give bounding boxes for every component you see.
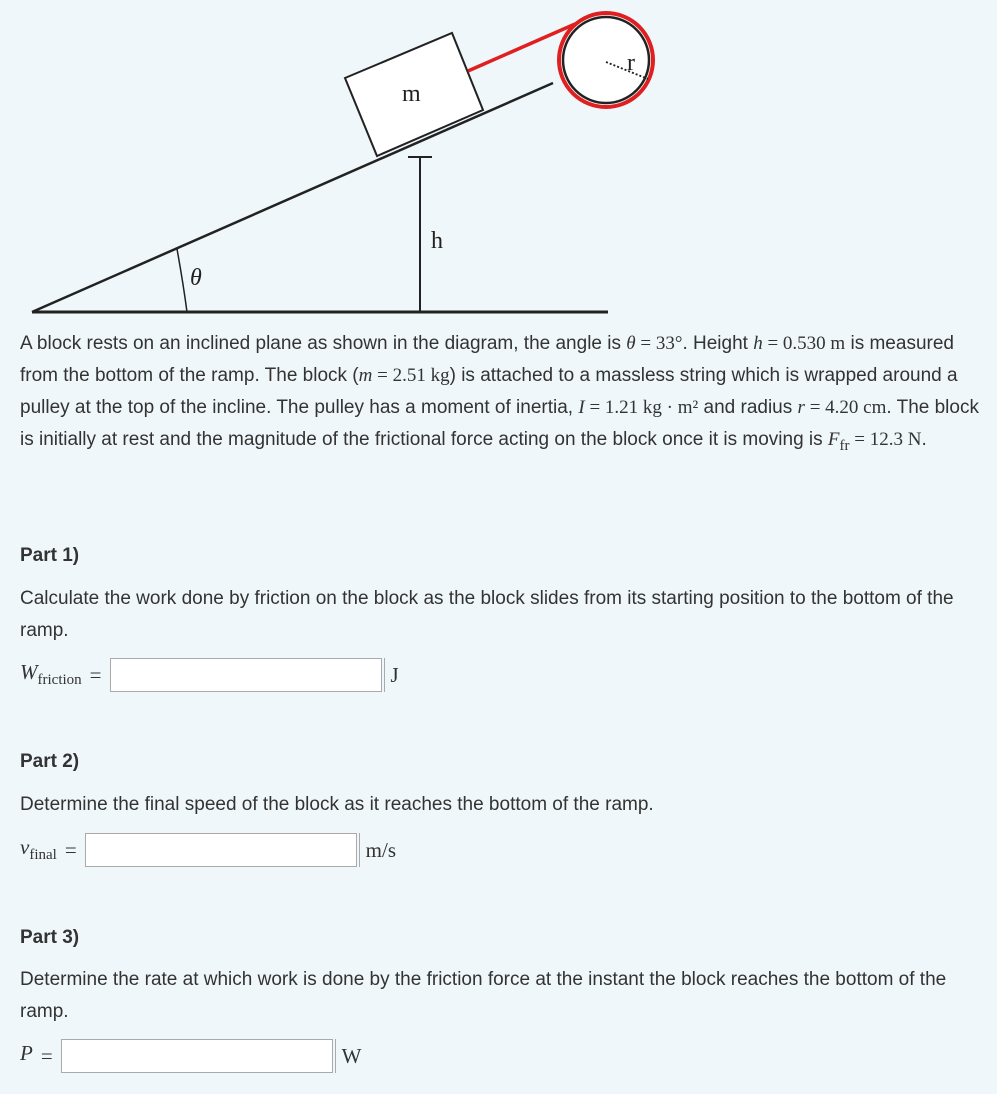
part-3-variable: P (20, 1041, 33, 1066)
part-3-question: Determine the rate at which work is done by the friction force at the instant the block reaches the bottom of the ramp. (20, 969, 947, 1022)
part-2-answer-row (20, 830, 400, 870)
part-2-title: Part 2) (20, 751, 80, 772)
part-1-equals: = (89, 662, 102, 687)
part-2-unit: m/s (359, 833, 400, 867)
height-label: h (431, 228, 443, 254)
block-label: m (402, 81, 421, 107)
part-3-answer-row (20, 1036, 366, 1076)
part-3-unit: W (335, 1039, 366, 1073)
part-1-unit: J (384, 658, 403, 692)
problem-statement: A block rests on an inclined plane as shown in the diagram, the angle is θ = 33°. Height h = 0.530 m is measured from the bottom of the ramp. The block (m = 2.51 kg) is attached to a massless string which is wrapped around a pulley at the top of the incline. The pulley has a moment of inertia, I = 1.21 kg · m² and radius r = 4.20 cm. The block is initially at rest and the magnitude of the frictional force acting on the block once it is moving is $F_{fr} = 12.3$ N. (20, 333, 979, 454)
part-2-answer-input[interactable] (85, 833, 357, 867)
angle-arc (177, 249, 187, 312)
part-1-variable: $W_{friction}$ (20, 660, 82, 689)
part-3-answer-input[interactable] (61, 1039, 333, 1073)
part-2-equals: = (64, 837, 77, 862)
part-2-question: Determine the final speed of the block as it reaches the bottom of the ramp. (20, 794, 654, 815)
incline-diagram (0, 0, 997, 330)
incline-surface (32, 83, 553, 312)
part-3-title: Part 3) (20, 927, 80, 948)
pulley (563, 17, 649, 103)
part-3-equals: = (40, 1043, 53, 1068)
part-1-answer-input[interactable] (110, 658, 382, 692)
part-1-title: Part 1) (20, 545, 80, 566)
part-2-variable: $v_{final}$ (20, 835, 57, 864)
part-1-question: Calculate the work done by friction on the block as the block slides from its starting position to the bottom of the ramp. (20, 588, 954, 641)
radius-label: r (627, 50, 635, 76)
angle-label: θ (190, 265, 202, 291)
part-1-answer-row (20, 655, 403, 695)
